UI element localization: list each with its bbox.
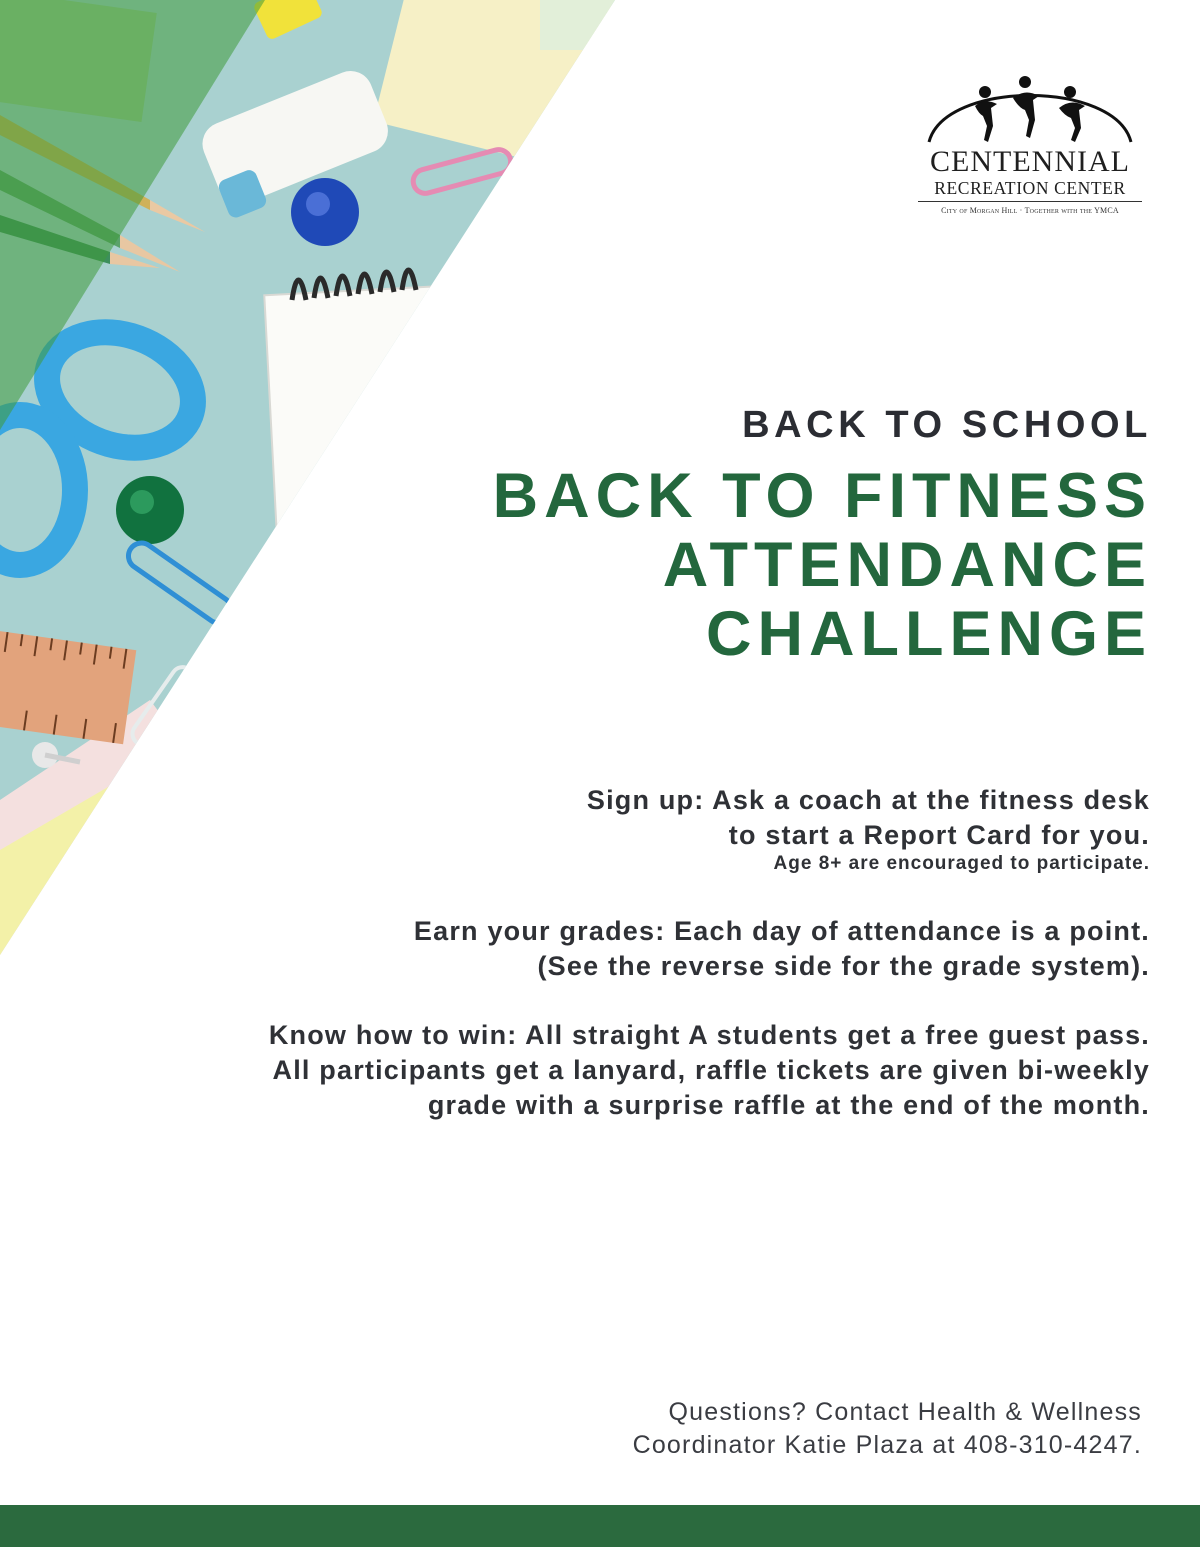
grades-section [414, 914, 1150, 984]
headline-line: BACK TO FITNESS [492, 461, 1152, 531]
grades-line: Earn your grades: Each day of attendance is a point. [413, 916, 1150, 946]
title-kicker: BACK TO SCHOOL [742, 404, 1152, 446]
grades-line: (See the reverse side for the grade system). [537, 951, 1150, 981]
people-arc-logo-icon [905, 60, 1155, 150]
contact-info [633, 1396, 1142, 1462]
centennial-logo [905, 60, 1155, 230]
logo-name-line2: RECREATION CENTER [934, 178, 1126, 198]
headline [493, 462, 1152, 669]
headline-line: CHALLENGE [706, 599, 1152, 669]
age-note: Age 8+ are encouraged to participate. [773, 853, 1150, 874]
logo-name-line1: CENTENNIAL [930, 145, 1130, 178]
contact-line: Coordinator Katie Plaza at 408-310-4247. [632, 1431, 1142, 1459]
win-section [269, 1018, 1150, 1123]
contact-line: Questions? Contact Health & Wellness [668, 1398, 1142, 1426]
win-line: grade with a surprise raffle at the end of the month. [427, 1090, 1150, 1120]
win-line: All participants get a lanyard, raffle tickets are given bi-weekly [272, 1055, 1150, 1085]
footer-bar [0, 1505, 1200, 1547]
signup-section [587, 783, 1150, 875]
win-line: Know how to win: All straight A students get a free guest pass. [268, 1020, 1150, 1050]
headline-line: ATTENDANCE [662, 530, 1152, 600]
logo-divider [918, 201, 1142, 202]
signup-line: Sign up: Ask a coach at the fitness desk [586, 785, 1150, 815]
signup-line: to start a Report Card for you. [728, 820, 1150, 850]
logo-tagline: City of Morgan Hill · Together with the YMCA [941, 206, 1119, 215]
